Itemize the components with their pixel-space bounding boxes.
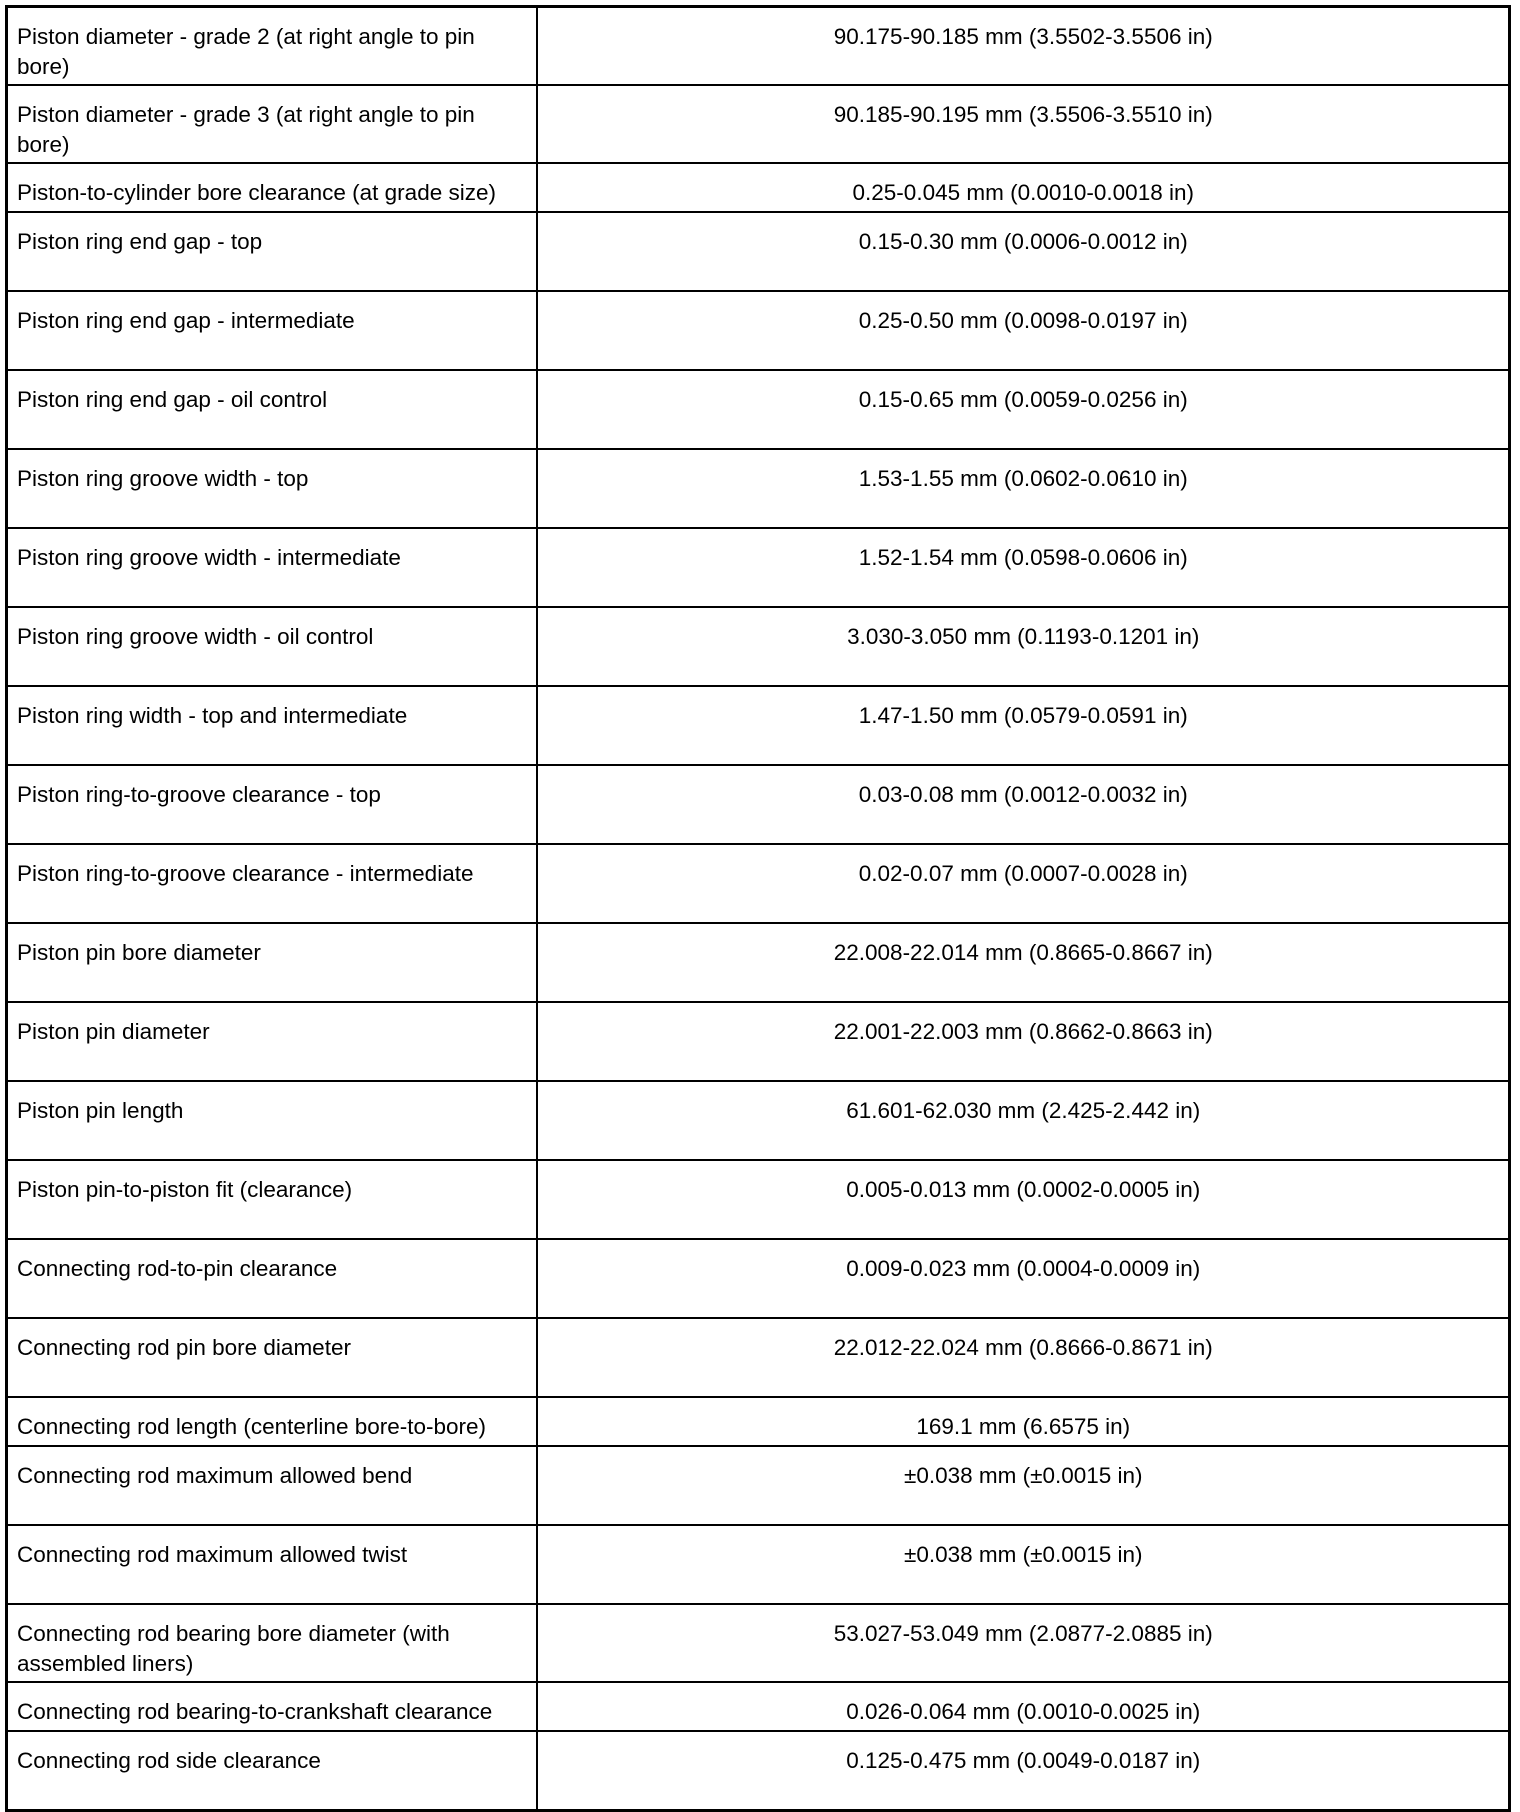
spec-label: Piston ring end gap - oil control xyxy=(7,370,537,449)
spec-label: Piston-to-cylinder bore clearance (at grade size) xyxy=(7,163,537,212)
spec-value: ±0.038 mm (±0.0015 in) xyxy=(537,1525,1510,1604)
spec-label: Piston pin-to-piston fit (clearance) xyxy=(7,1160,537,1239)
table-row xyxy=(7,1318,1510,1397)
table-row xyxy=(7,1731,1510,1811)
table-row xyxy=(7,1604,1510,1682)
spec-value: 0.009-0.023 mm (0.0004-0.0009 in) xyxy=(537,1239,1510,1318)
table-row xyxy=(7,607,1510,686)
table-row xyxy=(7,1682,1510,1731)
spec-value: 0.25-0.045 mm (0.0010-0.0018 in) xyxy=(537,163,1510,212)
table-row xyxy=(7,291,1510,370)
spec-value: 90.185-90.195 mm (3.5506-3.5510 in) xyxy=(537,85,1510,163)
table-row xyxy=(7,1002,1510,1081)
spec-value: 0.03-0.08 mm (0.0012-0.0032 in) xyxy=(537,765,1510,844)
table-row xyxy=(7,1081,1510,1160)
spec-value: 22.012-22.024 mm (0.8666-0.8671 in) xyxy=(537,1318,1510,1397)
table-row xyxy=(7,1160,1510,1239)
spec-value: 0.25-0.50 mm (0.0098-0.0197 in) xyxy=(537,291,1510,370)
spec-value: 90.175-90.185 mm (3.5502-3.5506 in) xyxy=(537,7,1510,86)
spec-value: 0.02-0.07 mm (0.0007-0.0028 in) xyxy=(537,844,1510,923)
spec-label: Piston pin diameter xyxy=(7,1002,537,1081)
spec-label: Connecting rod maximum allowed bend xyxy=(7,1446,537,1525)
table-row xyxy=(7,1239,1510,1318)
table-row xyxy=(7,1525,1510,1604)
spec-label: Piston pin bore diameter xyxy=(7,923,537,1002)
table-row xyxy=(7,212,1510,291)
specification-table xyxy=(5,5,1511,1812)
spec-label: Piston ring groove width - top xyxy=(7,449,537,528)
spec-value: 0.026-0.064 mm (0.0010-0.0025 in) xyxy=(537,1682,1510,1731)
spec-label: Connecting rod-to-pin clearance xyxy=(7,1239,537,1318)
spec-value: 0.15-0.65 mm (0.0059-0.0256 in) xyxy=(537,370,1510,449)
spec-label: Piston ring-to-groove clearance - intermediate xyxy=(7,844,537,923)
spec-value: 1.47-1.50 mm (0.0579-0.0591 in) xyxy=(537,686,1510,765)
table-row xyxy=(7,1397,1510,1446)
spec-label: Piston ring groove width - intermediate xyxy=(7,528,537,607)
spec-label: Piston ring-to-groove clearance - top xyxy=(7,765,537,844)
table-row xyxy=(7,923,1510,1002)
spec-value: ±0.038 mm (±0.0015 in) xyxy=(537,1446,1510,1525)
spec-value: 22.008-22.014 mm (0.8665-0.8667 in) xyxy=(537,923,1510,1002)
spec-value: 1.53-1.55 mm (0.0602-0.0610 in) xyxy=(537,449,1510,528)
spec-label: Connecting rod pin bore diameter xyxy=(7,1318,537,1397)
spec-label: Connecting rod length (centerline bore-to-bore) xyxy=(7,1397,537,1446)
spec-label: Piston diameter - grade 2 (at right angle to pin bore) xyxy=(7,7,537,86)
table-row xyxy=(7,765,1510,844)
table-row xyxy=(7,1446,1510,1525)
table-row xyxy=(7,7,1510,86)
spec-value: 0.005-0.013 mm (0.0002-0.0005 in) xyxy=(537,1160,1510,1239)
spec-label: Piston ring end gap - intermediate xyxy=(7,291,537,370)
table-row xyxy=(7,449,1510,528)
spec-label: Piston pin length xyxy=(7,1081,537,1160)
spec-label: Connecting rod bearing-to-crankshaft clearance xyxy=(7,1682,537,1731)
table-row xyxy=(7,528,1510,607)
spec-label: Piston ring end gap - top xyxy=(7,212,537,291)
spec-value: 53.027-53.049 mm (2.0877-2.0885 in) xyxy=(537,1604,1510,1682)
spec-value: 169.1 mm (6.6575 in) xyxy=(537,1397,1510,1446)
table-row xyxy=(7,686,1510,765)
spec-label: Connecting rod maximum allowed twist xyxy=(7,1525,537,1604)
table-row xyxy=(7,85,1510,163)
spec-label: Piston ring width - top and intermediate xyxy=(7,686,537,765)
spec-value: 1.52-1.54 mm (0.0598-0.0606 in) xyxy=(537,528,1510,607)
spec-value: 0.125-0.475 mm (0.0049-0.0187 in) xyxy=(537,1731,1510,1811)
table-row xyxy=(7,163,1510,212)
spec-label: Piston ring groove width - oil control xyxy=(7,607,537,686)
spec-label: Connecting rod side clearance xyxy=(7,1731,537,1811)
spec-value: 22.001-22.003 mm (0.8662-0.8663 in) xyxy=(537,1002,1510,1081)
table-row xyxy=(7,370,1510,449)
table-row xyxy=(7,844,1510,923)
spec-value: 61.601-62.030 mm (2.425-2.442 in) xyxy=(537,1081,1510,1160)
spec-value: 0.15-0.30 mm (0.0006-0.0012 in) xyxy=(537,212,1510,291)
spec-value: 3.030-3.050 mm (0.1193-0.1201 in) xyxy=(537,607,1510,686)
spec-label: Piston diameter - grade 3 (at right angle to pin bore) xyxy=(7,85,537,163)
specification-table-body xyxy=(7,7,1510,1811)
spec-label: Connecting rod bearing bore diameter (with assembled liners) xyxy=(7,1604,537,1682)
